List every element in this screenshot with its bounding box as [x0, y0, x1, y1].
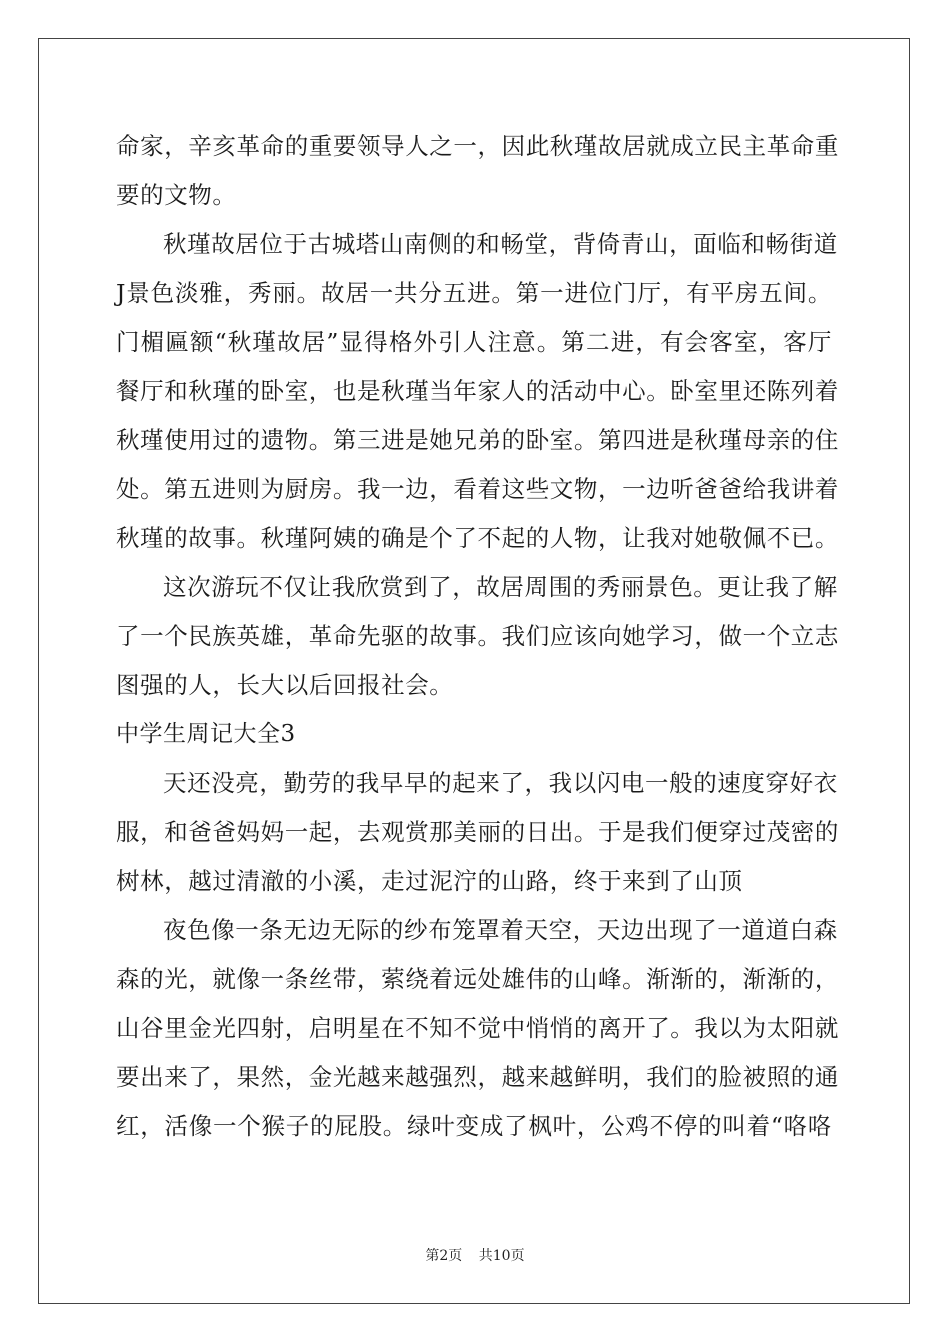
paragraph-start-line: 秋瑾故居位于古城塔山南侧的和畅堂，背倚青山，面临和畅街道	[163, 230, 838, 258]
text-line: 红，活像一个猴子的屁股。绿叶变成了枫叶，公鸡不停的叫着“咯咯	[116, 1112, 832, 1140]
text-line: 要的文物。	[116, 181, 237, 209]
text-line: 图强的人，长大以后回报社会。	[116, 671, 454, 699]
text-line: 服，和爸爸妈妈一起，去观赏那美丽的日出。于是我们便穿过茂密的	[116, 818, 839, 846]
paragraph-start-line: 这次游玩不仅让我欣赏到了，故居周围的秀丽景色。更让我了解	[163, 573, 838, 601]
text-line: 要出来了，果然，金光越来越强烈，越来越鲜明，我们的脸被照的通	[116, 1063, 839, 1091]
paragraph-start-line: 天还没亮，勤劳的我早早的起来了，我以闪电一般的速度穿好衣	[163, 769, 838, 797]
text-line: 了一个民族英雄，革命先驱的故事。我们应该向她学习，做一个立志	[116, 622, 839, 650]
text-line: 山谷里金光四射，启明星在不知不觉中悄悄的离开了。我以为太阳就	[116, 1014, 839, 1042]
page-number: 第2页	[425, 1248, 463, 1264]
text-line: 树林，越过清澈的小溪，走过泥泞的山路，终于来到了山顶	[116, 867, 743, 895]
text-line: 森的光，就像一条丝带，萦绕着远处雄伟的山峰。渐渐的，渐渐的，	[116, 965, 839, 993]
text-line: 命家，辛亥革命的重要领导人之一，因此秋瑾故居就成立民主革命重	[116, 132, 839, 160]
paragraph-start-line: 夜色像一条无边无际的纱布笼罩着天空，天边出现了一道道白森	[163, 916, 838, 944]
section-heading: 中学生周记大全3	[116, 721, 296, 747]
text-line: J景色淡雅，秀丽。故居一共分五进。第一进位门厅，有平房五间。	[116, 279, 832, 307]
page-total: 共10页	[478, 1248, 525, 1264]
page-footer	[0, 1245, 950, 1265]
text-line: 门楣匾额“秋瑾故居”显得格外引人注意。第二进，有会客室，客厅	[116, 328, 832, 356]
text-line: 秋瑾使用过的遗物。第三进是她兄弟的卧室。第四进是秋瑾母亲的住	[116, 426, 839, 454]
text-line: 餐厅和秋瑾的卧室，也是秋瑾当年家人的活动中心。卧室里还陈列着	[116, 377, 839, 405]
text-line: 秋瑾的故事。秋瑾阿姨的确是个了不起的人物，让我对她敬佩不已。	[116, 524, 839, 552]
document-body	[116, 122, 839, 1151]
text-line: 处。第五进则为厨房。我一边，看着这些文物，一边听爸爸给我讲着	[116, 475, 839, 503]
